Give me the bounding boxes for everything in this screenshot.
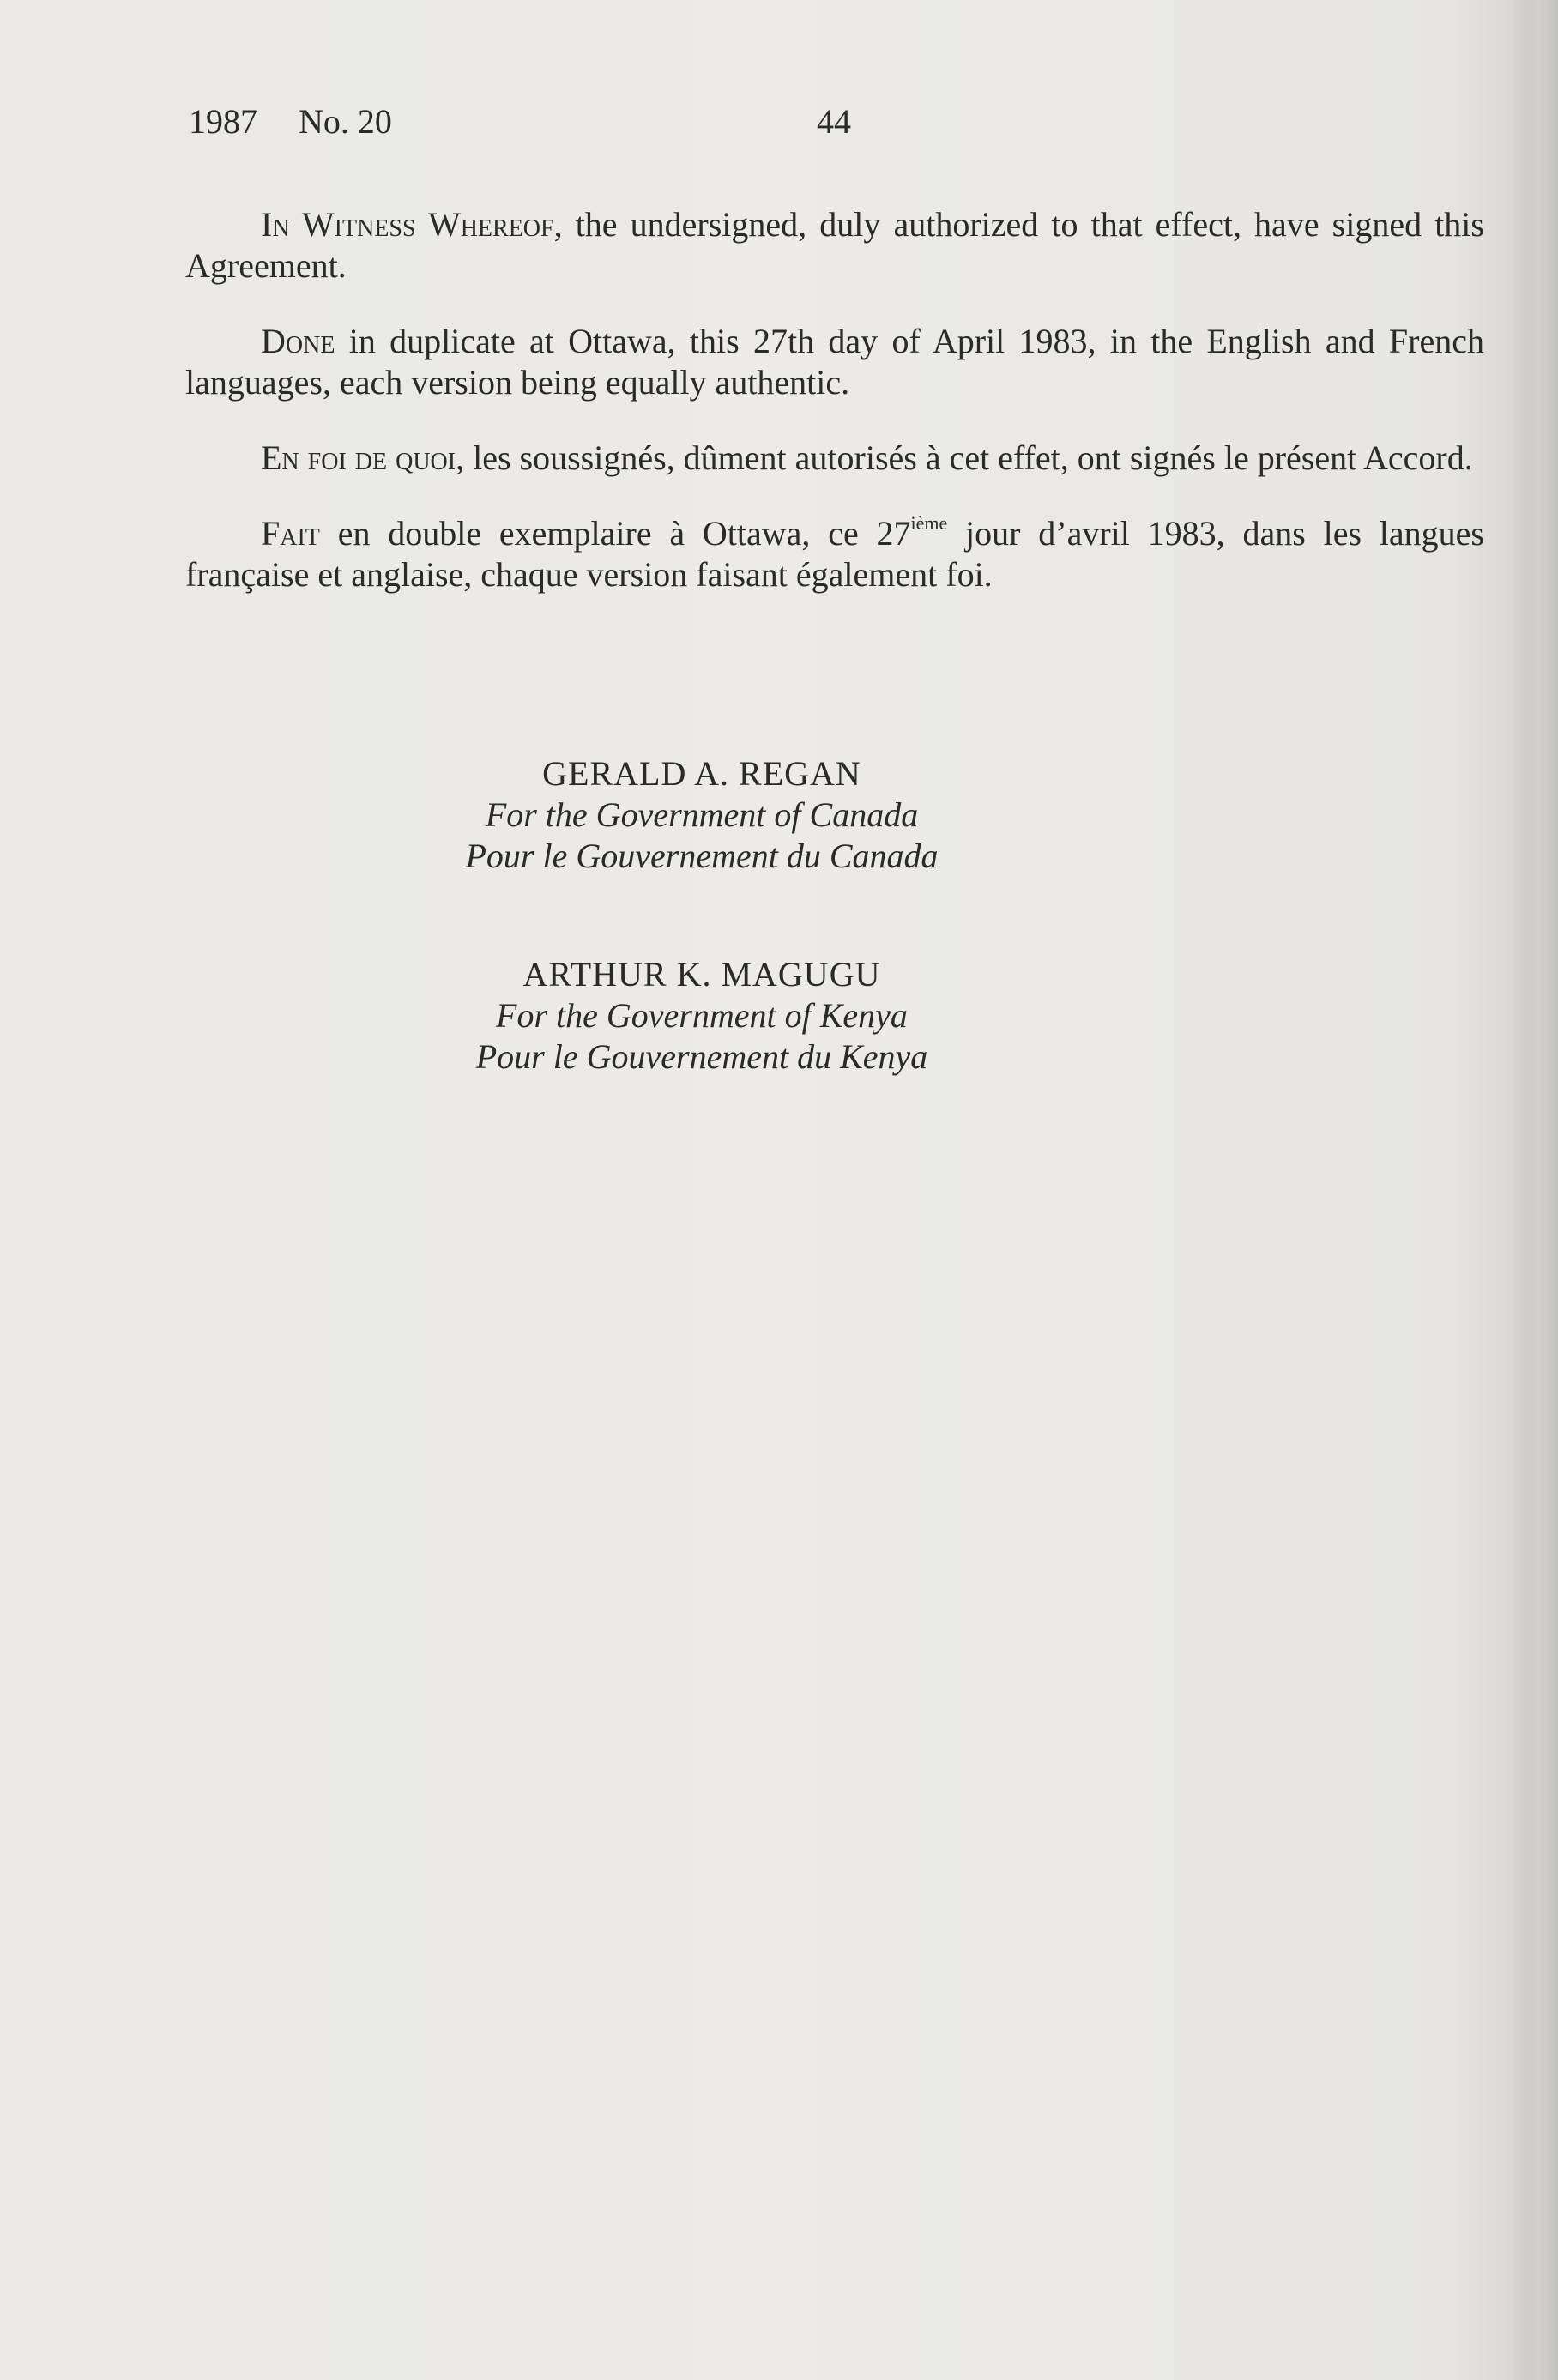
paragraph-text: les soussignés, dûment autorisés à cet effet, ont signés le présent Accord. [464,438,1473,477]
paragraph-lead: Done [261,322,335,360]
paragraph-witness-fr [185,438,1484,479]
signature-block-kenya [0,954,1558,1078]
paragraph-witness-en [185,204,1484,287]
paragraph-text: en double exemplaire à Ottawa, ce 27 [319,514,911,553]
signatory-role-en: For the Government of Kenya [496,996,908,1035]
header-number: No. 20 [299,102,392,141]
paragraph-text: jour d’avril 1983, dans les langues française et anglaise, chaque version faisant également foi. [185,514,1484,594]
signatory-role-fr: Pour le Gouvernement du Kenya [475,1037,928,1076]
signatory-role-fr: Pour le Gouvernement du Canada [465,837,939,875]
paragraph-done-en [185,321,1484,403]
ordinal-superscript: ième [910,512,948,534]
paragraph-text: in duplicate at Ottawa, this 27th day of April 1983, in the English and French languages, each version being equally authentic. [185,322,1484,402]
signature-block-canada [0,753,1558,877]
page-header [189,101,875,153]
signatory-role-en: For the Government of Canada [485,795,919,834]
paragraph-done-fr [185,513,1484,595]
agreement-text [185,204,1484,630]
signatory-name: GERALD A. REGAN [542,754,861,793]
paragraph-text: the undersigned, duly authorized to that effect, have signed this Agreement. [185,205,1484,285]
paragraph-lead: En foi de quoi, [261,438,465,477]
header-year: 1987 [189,102,257,141]
paragraph-lead: In Witness Whereof, [261,205,563,244]
signatory-name: ARTHUR K. MAGUGU [522,955,881,994]
page-number: 44 [817,102,851,141]
paragraph-lead: Fait [261,514,320,553]
page-edge-shadow [1524,0,1558,2380]
